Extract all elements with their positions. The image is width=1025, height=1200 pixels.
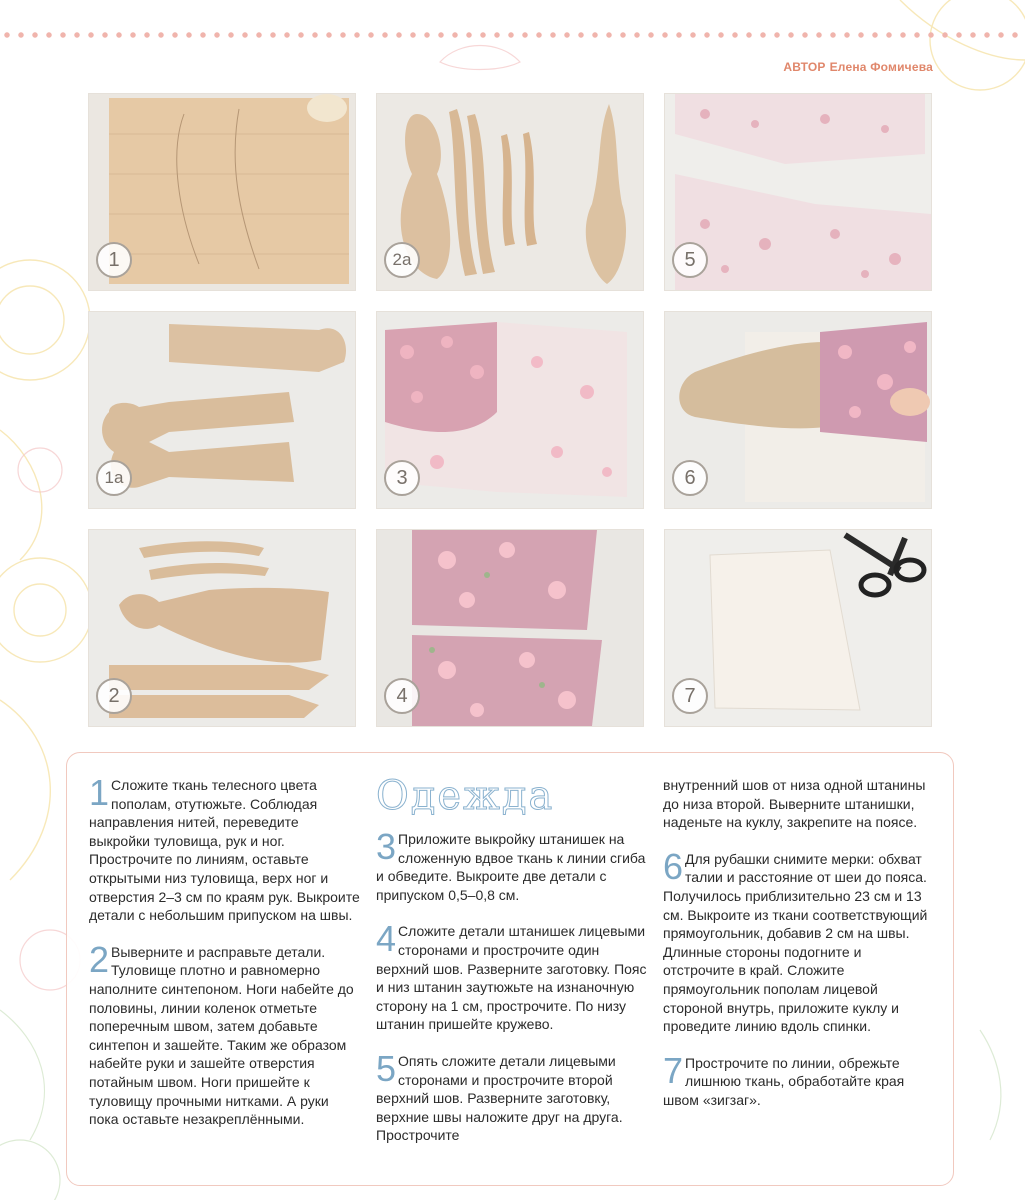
step-1 [89,772,361,925]
photo-step-3-badge: 3 [384,460,420,496]
step-number: 2 [89,938,110,980]
photo-step-4 [377,530,643,726]
step-text: Для рубашки снимите мерки: обхват талии и расстояние от шеи до пояса. Получилось приблизительно 23 см и 13 см. Выкроите из ткани соответствующий прямоугольник, добавив 2 см на швы. Длинные стороны подогните и отстрочите в край. Сложите прямоугольник пополам лицевой стороной внутрь, приложите куклу и проведите линию вдоль спинки. [663,850,928,1035]
step-2 [89,938,361,1129]
photo-step-3 [377,312,643,508]
step-number: 5 [376,1047,397,1089]
step-number: 3 [376,826,397,867]
photo-step-5 [665,94,931,290]
photo-step-2-badge: 2 [96,678,132,714]
step-7 [663,1049,935,1110]
step-3 [376,826,648,904]
step-number: 6 [663,845,684,887]
step-text: Прострочите по линии, обрежьте лишнюю ткань, обработайте края швом «зигзаг». [663,1054,905,1108]
photo-step-6 [665,312,931,508]
photo-step-2 [89,530,355,726]
author-role: АВТОР [783,60,826,74]
step-6 [663,845,935,1036]
photo-step-1a [89,312,355,508]
section-title: Одежда [376,773,555,819]
photo-step-2a-badge: 2a [384,242,420,278]
step-number: 7 [663,1049,684,1091]
step-5 [376,1047,648,1145]
step-4 [376,918,648,1034]
photo-step-6-badge: 6 [672,460,708,496]
step-number: 4 [376,918,397,960]
photo-step-2a [377,94,643,290]
step-number: 1 [89,772,110,813]
photo-step-1-badge: 1 [96,242,132,278]
photo-step-7 [665,530,931,726]
instructions-column-1 [89,772,361,1147]
photo-step-1 [89,94,355,290]
dotted-border [0,28,1025,42]
photo-step-4-badge: 4 [384,678,420,714]
step-text: Выверните и расправьте детали. Туловище плотно и равномерно наполните синтепоном. Ноги набейте до половины, линии коленок отметьте поперечным швом, затем добавьте синтепон и зашейте. Таким же образом набейте руки и зашейте отверстия потайным швом. Ноги пришейте к туловищу прочными нитками. А руки пока оставьте незакреплёнными. [89,943,354,1128]
photo-step-1a-badge: 1a [96,460,132,496]
instructions-column-2 [376,773,648,1163]
photo-step-5-badge: 5 [672,242,708,278]
step-text: Сложите детали штанишек лицевыми сторонами и прострочите один верхний шов. Разверните заготовку. Пояс и низ штанин заутюжьте на изнаночную сторону на 1 см, прострочите. По низу штанин пришейте кружево. [376,923,647,1033]
step-text: Опять сложите детали лицевыми сторонами и прострочите второй верхний шов. Разверните заготовку, верхние швы наложите друг на друга. Прострочите [376,1052,623,1144]
step-text: Приложите выкройку штанишек на сложенную вдвое ткань к линии сгиба и обведите. Выкроите две детали с припуском 0,5–0,8 см. [376,831,646,903]
step-text: Сложите ткань телесного цвета пополам, отутюжьте. Соблюдая направления нитей, переведите выкройки туловища, рук и ног. Прострочите по линиям, оставьте открытыми низ туловища, верх ног и отверстия 2–3 см по краям рук. Выкроите детали с небольшим припуском на швы. [89,777,360,924]
author-name: Елена Фомичева [829,60,933,74]
photo-step-7-badge: 7 [672,678,708,714]
step-5-continued: внутренний шов от низа одной штанины до низа второй. Выверните штанишки, наденьте на куклу, закрепите на поясе. [663,777,926,831]
instructions-column-3 [663,776,935,1128]
author-credit [783,60,933,74]
